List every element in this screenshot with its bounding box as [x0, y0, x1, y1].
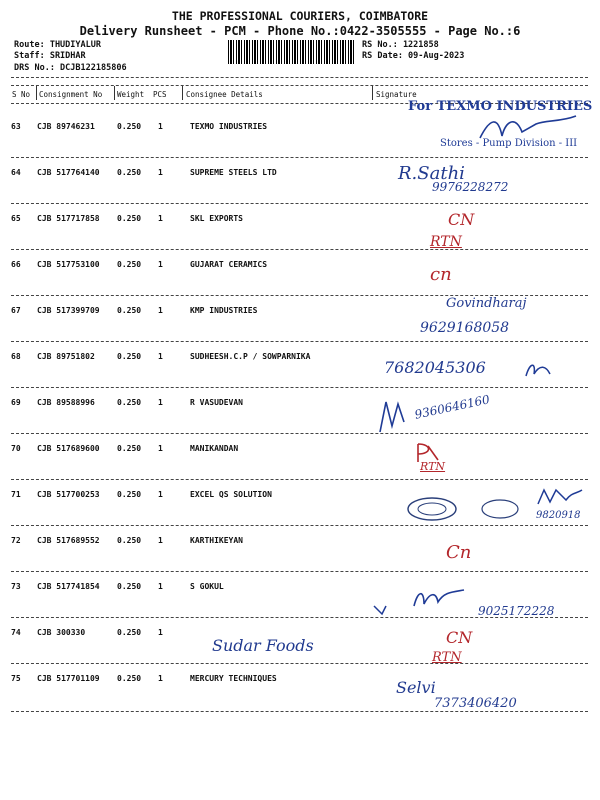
route: Route: THUDIYALUR [14, 40, 101, 50]
phone-68: 7682045306 [384, 358, 486, 377]
row-pcs: 1 [158, 582, 163, 591]
cn-72: Cn [446, 542, 472, 563]
signature-64: R.Sathi [398, 163, 465, 184]
col-consignee: Consignee Details [186, 90, 263, 99]
row-weight: 0.250 [117, 444, 142, 453]
signature-68 [524, 360, 552, 380]
row-consignee: TEXMO INDUSTRIES [190, 122, 268, 131]
row-sno: 75 [11, 674, 21, 683]
divider [11, 711, 588, 712]
table-row [0, 342, 600, 388]
row-pcs: 1 [158, 674, 163, 683]
row-consignment: CJB 517689600 [37, 444, 100, 453]
rtn-65: RTN [430, 234, 462, 250]
row-pcs: 1 [158, 490, 163, 499]
row-pcs: 1 [158, 398, 163, 407]
signature-75: Selvi [396, 678, 436, 697]
row-weight: 0.250 [117, 214, 142, 223]
row-weight: 0.250 [117, 122, 142, 131]
row-consignment: CJB 89751802 [37, 352, 95, 361]
row-weight: 0.250 [117, 168, 142, 177]
table-row [0, 388, 600, 434]
cn-74: CN [446, 628, 473, 647]
row-weight: 0.250 [117, 628, 142, 637]
drs-number: DRS No.: DCJB122185806 [14, 63, 127, 73]
row-consignee: EXCEL QS SOLUTION [190, 490, 272, 499]
table-row [0, 526, 600, 572]
col-pcs: PCS [153, 90, 167, 99]
phone-75: 7373406420 [434, 696, 517, 711]
row-consignment: CJB 517399709 [37, 306, 100, 315]
signature-73 [412, 586, 468, 612]
column-divider [182, 86, 183, 100]
row-consignee: SUPREME STEELS LTD [190, 168, 277, 177]
row-pcs: 1 [158, 214, 163, 223]
row-sno: 63 [11, 122, 21, 131]
signature-67: Govindharaj [446, 296, 527, 311]
consignee-74-handwritten: Sudar Foods [212, 636, 314, 655]
phone-73: 9025172228 [478, 604, 555, 618]
row-sno: 69 [11, 398, 21, 407]
row-consignee: KARTHIKEYAN [190, 536, 243, 545]
row-consignment: CJB 517701109 [37, 674, 100, 683]
signature-63 [476, 110, 586, 146]
company-stamp-division: Stores - Pump Division - III [440, 138, 578, 149]
cn-66: cn [430, 264, 452, 285]
row-weight: 0.250 [117, 582, 142, 591]
row-consignee: KMP INDUSTRIES [190, 306, 258, 315]
row-pcs: 1 [158, 306, 163, 315]
phone-69: 9360646160 [413, 392, 491, 422]
signature-71 [536, 486, 586, 508]
rs-number: RS No.: 1221858 [362, 40, 439, 50]
rtn-74: RTN [432, 650, 462, 665]
phone-67: 9629168058 [420, 320, 510, 336]
cn-65: CN [448, 210, 475, 229]
row-sno: 66 [11, 260, 21, 269]
column-divider [36, 86, 37, 100]
row-sno: 74 [11, 628, 21, 637]
row-consignment: CJB 89588996 [37, 398, 95, 407]
company-stamp: For TEXMO INDUSTRIES [408, 99, 593, 114]
row-consignee: S GOKUL [190, 582, 224, 591]
row-consignment: CJB 517741854 [37, 582, 100, 591]
row-consignee: R VASUDEVAN [190, 398, 243, 407]
row-consignment: CJB 89746231 [37, 122, 95, 131]
row-sno: 67 [11, 306, 21, 315]
row-consignment: CJB 517717858 [37, 214, 100, 223]
row-consignment: CJB 517700253 [37, 490, 100, 499]
row-pcs: 1 [158, 168, 163, 177]
row-consignee: SKL EXPORTS [190, 214, 243, 223]
row-sno: 65 [11, 214, 21, 223]
stamp-71 [404, 494, 534, 524]
signature-69 [376, 396, 410, 436]
row-sno: 64 [11, 168, 21, 177]
row-weight: 0.250 [117, 536, 142, 545]
row-pcs: 1 [158, 122, 163, 131]
col-signature: Signature [376, 90, 417, 99]
rs-date: RS Date: 09-Aug-2023 [362, 51, 465, 61]
phone-64: 9976228272 [432, 180, 509, 194]
row-consignment: CJB 517753100 [37, 260, 100, 269]
row-sno: 68 [11, 352, 21, 361]
divider [11, 77, 588, 78]
row-weight: 0.250 [117, 260, 142, 269]
phone-71: 9820918 [536, 510, 581, 521]
col-sno: S No [12, 90, 31, 99]
col-consignment: Consignment No [39, 90, 103, 99]
divider [11, 85, 588, 86]
tick-mark-73 [372, 594, 412, 616]
row-pcs: 1 [158, 536, 163, 545]
rtn-70: RTN [420, 460, 446, 473]
row-weight: 0.250 [117, 398, 142, 407]
staff: Staff: SRIDHAR [14, 51, 86, 61]
row-weight: 0.250 [117, 352, 142, 361]
row-sno: 70 [11, 444, 21, 453]
row-consignee: GUJARAT CERAMICS [190, 260, 268, 269]
row-pcs: 1 [158, 628, 163, 637]
row-consignment: CJB 517689552 [37, 536, 100, 545]
row-consignment: CJB 300330 [37, 628, 86, 637]
row-sno: 71 [11, 490, 21, 499]
column-divider [372, 86, 373, 100]
col-weight: Weight [117, 90, 145, 99]
table-row [0, 250, 600, 296]
row-consignee: SUDHEESH.C.P / SOWPARNIKA [190, 352, 311, 361]
column-divider [114, 86, 115, 100]
row-consignee: MANIKANDAN [190, 444, 239, 453]
row-pcs: 1 [158, 260, 163, 269]
row-sno: 72 [11, 536, 21, 545]
row-pcs: 1 [158, 352, 163, 361]
row-consignee: MERCURY TECHNIQUES [190, 674, 277, 683]
row-weight: 0.250 [117, 306, 142, 315]
table-row [0, 434, 600, 480]
barcode [228, 40, 356, 64]
row-weight: 0.250 [117, 490, 142, 499]
row-consignment: CJB 517764140 [37, 168, 100, 177]
row-weight: 0.250 [117, 674, 142, 683]
row-sno: 73 [11, 582, 21, 591]
company-name: THE PROFESSIONAL COURIERS, COIMBATORE [171, 9, 429, 23]
table-row [0, 158, 600, 204]
table-row [0, 204, 600, 250]
row-pcs: 1 [158, 444, 163, 453]
runsheet-title: Delivery Runsheet - PCM - Phone No.:0422-3505555 - Page No.:6 [79, 24, 521, 38]
